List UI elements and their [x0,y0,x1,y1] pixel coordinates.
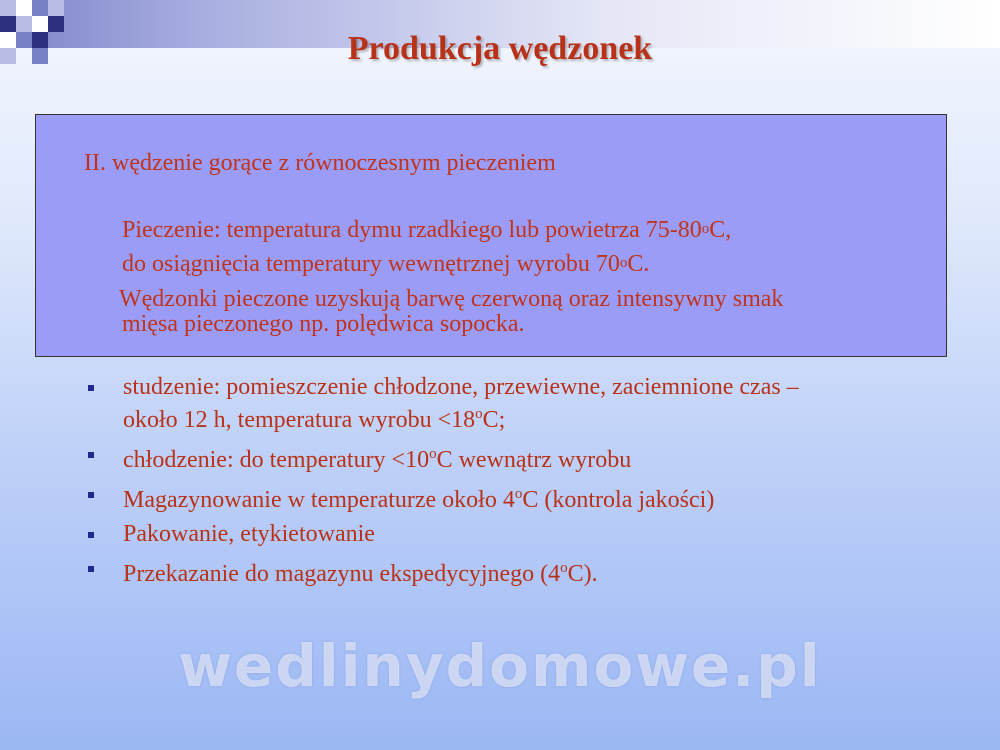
square-bullet-icon [88,566,94,572]
box-line-1: Pieczenie: temperatura dymu rzadkiego lub powietrza 75-80$^o$C, [122,217,732,243]
list-item: studzenie: pomieszczenie chłodzone, przewiewne, zaciemnione czas – około 12 h, temperatura wyrobu $<18^oC$; [88,374,948,434]
highlight-box [35,114,947,357]
box-line-4: mięsa pieczonego np. polędwica sopocka. [122,311,525,337]
square-bullet-icon [88,532,94,538]
box-line-2: do osiągnięcia temperatury wewnętrznej wyrobu 70$^o$C. [122,251,650,277]
decor-square [0,0,16,16]
list-item: chłodzenie: do temperatury $<10^oC$ wewnątrz wyrobu [88,441,948,474]
square-bullet-icon [88,492,94,498]
site-watermark: wedlinydomowe.pl [178,632,822,700]
list-item: Przekazanie do magazynu ekspedycyjnego (4$^o$C). [88,555,948,588]
list-item: Pakowanie, etykietowanie [88,521,948,548]
square-bullet-icon [88,385,94,391]
square-bullet-icon [88,452,94,458]
decor-square [16,0,32,16]
box-line-3: Wędzonki pieczone uzyskują barwę czerwoną oraz intensywny smak [119,286,784,312]
slide-title: Produkcja wędzonek [347,30,653,67]
decor-square [32,0,48,16]
list-item: Magazynowanie w temperaturze około 4$^o$C (kontrola jakości) [88,481,948,514]
bullet-list [88,374,948,595]
box-heading: II. wędzenie gorące z równoczesnym pieczeniem [84,150,556,176]
decor-square [48,0,64,16]
